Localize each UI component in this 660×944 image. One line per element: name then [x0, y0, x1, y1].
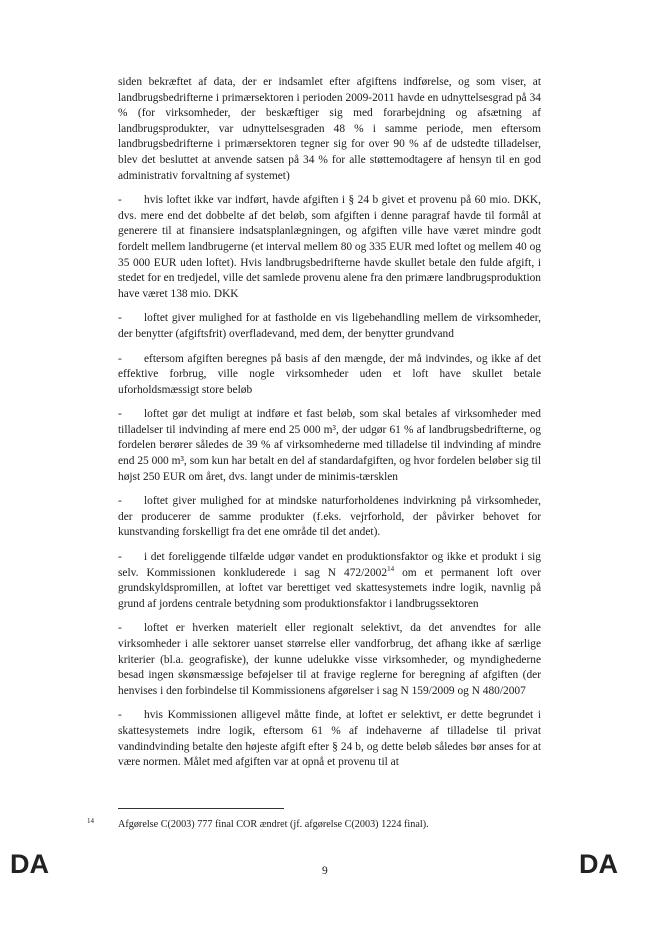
bullet-text: loftet giver mulighed for at mindske naturforholdenes indvirkning på virksomheder, der producerer de samme produkter (f.eks. vejrforhold, der påvirker behovet for kunstvanding forskelligt fra det ene område til det andet). — [118, 495, 541, 539]
page-number: 9 — [322, 865, 328, 877]
bullet-text: loftet gør det muligt at indføre et fast beløb, som skal betales af virksomheder med tilladelser til indvinding af mere end 25 000 m³, der udgør 61 % af landbrugsbedrifterne, og fordelen berører således de 39 % af virksomhederne med tilladelse til indvinding af mindre end 25 000 m³, som kun har betalt en del af standardafgiften, og hvor fordelen beløber sig til højst 250 EUR om året, dvs. langt under de minimis-tærsklen — [118, 408, 541, 483]
bullet-text: loftet er hverken materielt eller regionalt selektivt, da det anvendtes for alle virksomheder i alle sektorer uanset størrelse eller vandforbrug, det afhang ikke af særlige kriterier (bl.a. geografiske), der kunne udelukke visse virksomheder, og myndighederne besad ingen skønsmæssige beføjelser til at fravige reglerne for beregning af afgiften (der henvises i den forbindelse til Kommissionens afgørelser i sag N 159/2009 og N 480/2007 — [118, 622, 541, 697]
bullet-item — [118, 494, 541, 541]
footnote-number: 14 — [87, 817, 94, 825]
footnote-ref[interactable]: 14 — [387, 564, 395, 573]
bullet-text: om et permanent loft over grundskyldspromillen, at loftet var berettiget ved skattesystemets indre logik, navnlig på grund af jordens centrale betydning som produktionsfaktor i landbrugssektoren — [118, 566, 541, 610]
bullet-dash: - — [118, 194, 122, 207]
bullet-text: loftet giver mulighed for at fastholde en vis ligebehandling mellem de virksomheder, der benytter (afgiftsfrit) overfladevand, med dem, der benytter grundvand — [118, 312, 541, 340]
bullet-dash: - — [118, 551, 122, 564]
bullet-dash: - — [118, 622, 122, 635]
bullet-item — [118, 352, 541, 399]
bullet-dash: - — [118, 408, 122, 421]
footnote-text: Afgørelse C(2003) 777 final COR ændret (jf. afgørelse C(2003) 1224 final). — [118, 819, 429, 830]
bullet-text: hvis Kommissionen alligevel måtte finde, at loftet er selektivt, er dette begrundet i skattesystemets indre logik, eftersom 61 % af indehaverne af tilladelse til privat vandindvinding betalte den højeste afgift efter § 24 b, og dette beløb således bør anses for at være normen. Målet med afgiften var at opnå et provenu til at — [118, 709, 541, 769]
bullet-text: eftersom afgiften beregnes på basis af den mængde, der må indvindes, og ikke af det effektive forbrug, ville nogle virksomheder uden et loft have skullet betale uforholdsmæssigt store beløb — [118, 352, 541, 396]
bullet-item — [118, 708, 541, 770]
language-code-left: DA — [10, 849, 49, 879]
bullet-item — [118, 193, 541, 302]
bullet-dash: - — [118, 352, 122, 365]
bullet-text: i det foreliggende tilfælde udgør vandet en produktionsfaktor og ikke et produkt i sig selv. Kommissionen konkluderede i sag N 472/2002 — [118, 551, 541, 579]
intro-paragraph: siden bekræftet af data, der er indsamlet efter afgiftens indførelse, og som viser, at landbrugsbedrifterne i primærsektoren i perioden 2009-2011 havde en udnyttelsesgrad på 34 % (for virksomheder, der beskæftiger sig med forarbejdning og afsætning af landbrugsprodukter, var udnyttelsesgraden 48 % i samme periode, men eftersom landbrugsbedrifterne i primærsektoren tegner sig for over 90 % af de udstedte tilladelser, blev det besluttet at anvende satsen på 34 % for alle støttemodtagere af hensyn til en god administrativ forvaltning af systemet) — [118, 76, 541, 182]
bullet-item — [118, 311, 541, 342]
bullet-item — [118, 407, 541, 485]
bullet-dash: - — [118, 709, 122, 722]
language-code-right: DA — [579, 849, 618, 879]
bullet-item — [118, 621, 541, 699]
bullet-dash: - — [118, 495, 122, 508]
footnote-divider — [118, 808, 284, 809]
bullet-item — [118, 550, 541, 612]
bullet-dash: - — [118, 312, 122, 325]
body-text — [118, 75, 541, 780]
bullet-text: hvis loftet ikke var indført, havde afgiften i § 24 b givet et provenu på 60 mio. DKK, dvs. mere end det dobbelte af det beløb, som afgiften i denne paragraf havde til formål at generere til at finansiere indsatsplanlægningen, og afgiften ville have været mindre godt fordelt mellem landbrugerne (et interval mellem 80 og 335 EUR med loftet og mellem 40 og 35 000 EUR uden loftet). Hvis landbrugsbedrifterne havde skullet betale den fulde afgift, i stedet for en tredjedel, ville det samlede provenu alene fra den primære landbrugsproduktion have været 138 mio. DKK — [118, 194, 541, 300]
